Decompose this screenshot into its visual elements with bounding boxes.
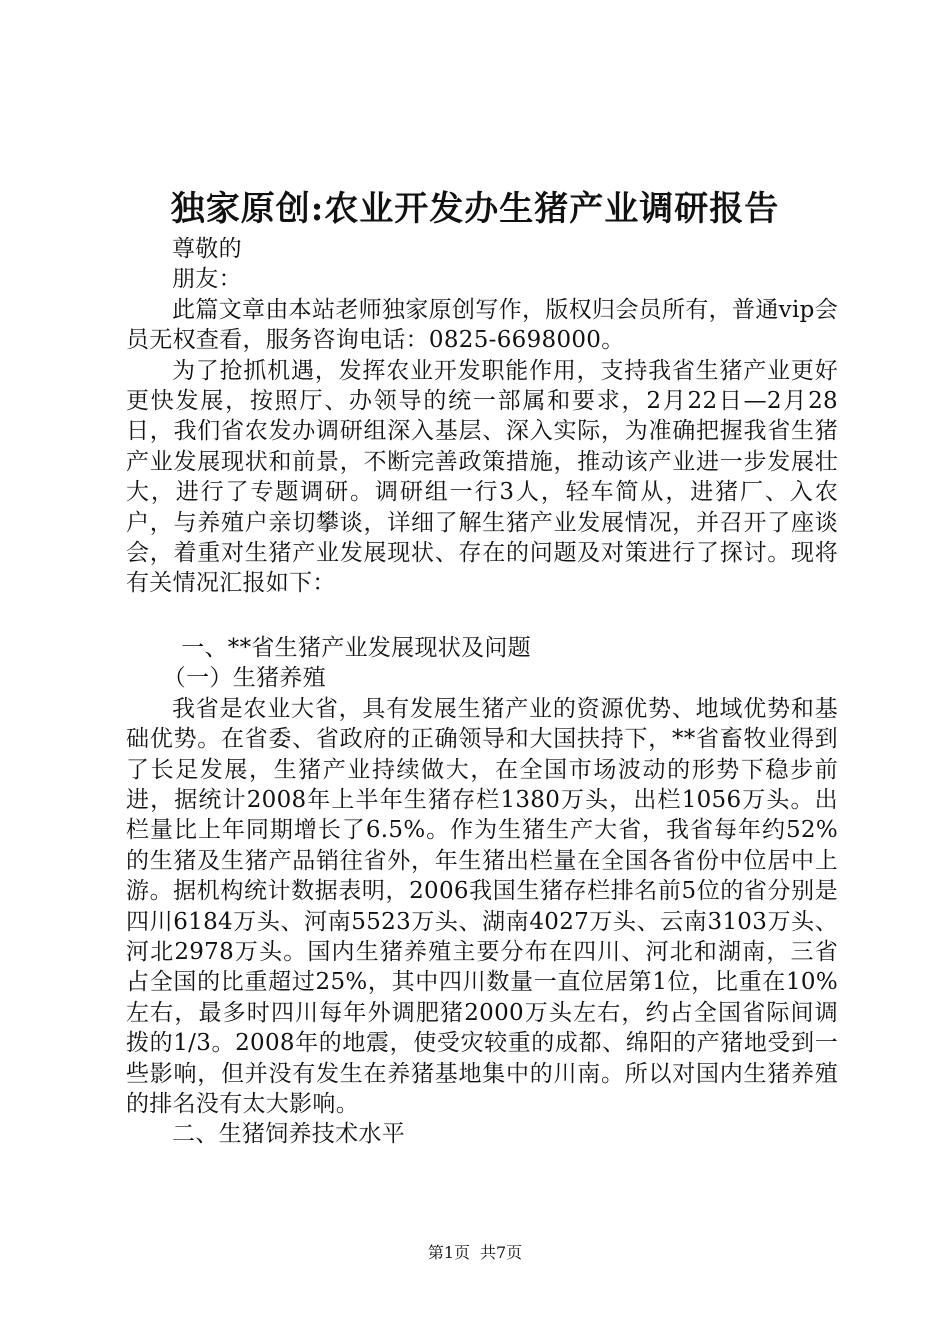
salutation-line-2: 朋友：	[172, 266, 242, 293]
subsection-1-heading: （一）生猪养殖	[162, 665, 326, 692]
section-1-paragraph: 我省是农业大省，具有发展生猪产业的资源优势、地域优势和基础优势。在省委、省政府的正确领导和大国扶持下，**省畜牧业得到了长足发展，生猪产业持续做大，在全国市场波动的形势下稳步前进，据统计2008年上半年生猪存栏1380万头，出栏1056万头。出栏量比上年同期增长了6.5%。作为生猪生产大省，我省每年约52%的生猪及生猪产品销往省外，年生猪出栏量在全国各省份中位居中上游。据机构统计数据表明，2006我国生猪存栏排名前5位的省分别是四川6184万头、河南5523万头、湖南4027万头、云南3103万头、河北2978万头。国内生猪养殖主要分布在四川、河北和湖南，三省占全国的比重超过25%，其中四川数量一直位居第1位，比重在10%左右，最多时四川每年外调肥猪2000万头左右，约占全国省际间调拨的1/3。2008年的地震，使受灾较重的成都、绵阳的产猪地受到一些影响，但并没有发生在养猪基地集中的川南。所以对国内生猪养殖的排名没有太大影响。	[126, 695, 838, 1117]
document-body	[126, 234, 838, 1150]
salutation-line-1: 尊敬的	[172, 236, 242, 262]
document-title: 独家原创:农业开发办生猪产业调研报告	[170, 189, 780, 229]
intro-paragraph: 为了抢抓机遇，发挥农业开发职能作用，支持我省生猪产业更好更快发展，按照厅、办领导的统一部属和要求，2月22日—2月28日，我们省农发办调研组深入基层、深入实际，为准确把握我省生猪产业发展现状和前景，不断完善政策措施，推动该产业进一步发展壮大，进行了专题调研。调研组一行3人，轻车简从，进猪厂、入农户，与养殖户亲切攀谈，详细了解生猪产业发展情况，并召开了座谈会，着重对生猪产业发展现状、存在的问题及对策进行了探讨。现将有关情况汇报如下：	[126, 357, 838, 597]
section-1-heading: 一、**省生猪产业发展现状及问题	[181, 634, 531, 661]
page-footer	[0, 1243, 950, 1263]
page-number: 第1页	[427, 1243, 470, 1262]
copyright-paragraph: 此篇文章由本站老师独家原创写作，版权归会员所有，普通vip会员无权查看，服务咨询电话：0825-6698000。	[126, 296, 838, 354]
paragraph-gap	[126, 599, 838, 633]
page-total: 共7页	[480, 1243, 523, 1262]
section-2-heading: 二、生猪饲养技术水平	[172, 1121, 405, 1148]
